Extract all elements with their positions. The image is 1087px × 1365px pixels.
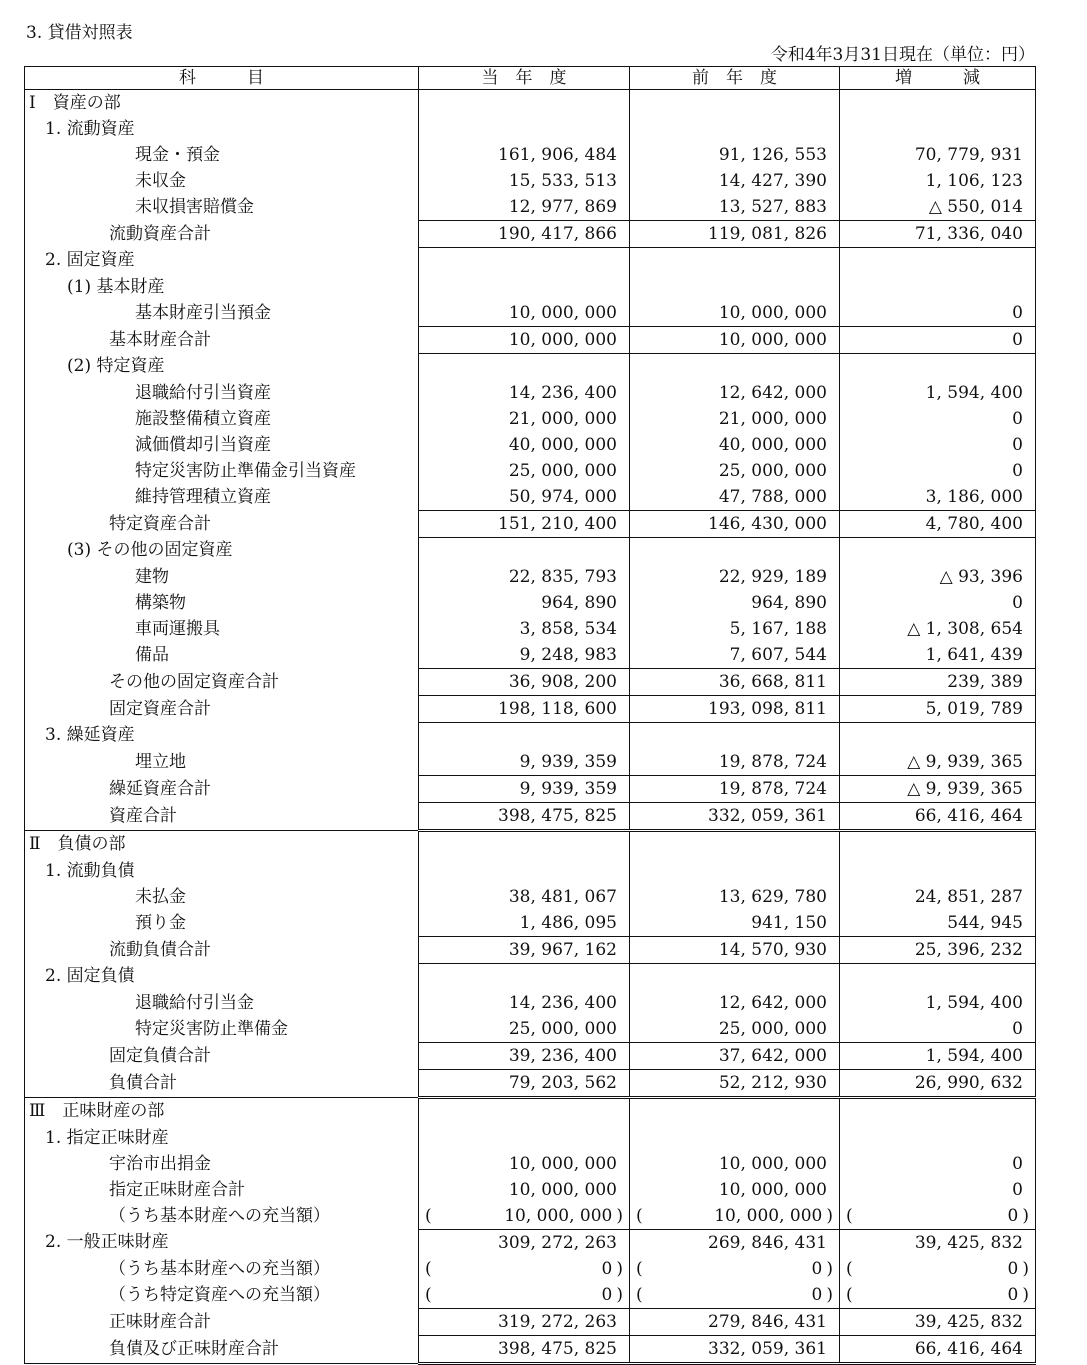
table-row	[25, 1203, 1036, 1230]
balance-sheet-body	[25, 90, 1036, 1364]
row-subject: 流動資産合計	[25, 221, 419, 248]
row-subject: 2. 固定負債	[25, 964, 419, 991]
row-subject: 固定資産合計	[25, 696, 419, 723]
close-paren: )	[1022, 1205, 1029, 1226]
row-current-value: 39, 967, 162	[419, 937, 630, 964]
close-paren: )	[1022, 1284, 1029, 1305]
row-previous-value: 47, 788, 000	[630, 484, 840, 511]
table-row	[25, 937, 1036, 964]
row-change-value	[840, 538, 1036, 565]
row-change-value	[840, 1125, 1036, 1151]
row-change-value: 39, 425, 832	[840, 1309, 1036, 1336]
table-row	[25, 964, 1036, 991]
close-paren: )	[1022, 1258, 1029, 1279]
table-row	[25, 590, 1036, 616]
row-current-value: 21, 000, 000	[419, 406, 630, 432]
row-change-value: 1, 594, 400	[840, 1043, 1036, 1070]
table-row	[25, 274, 1036, 300]
row-previous-value: 13, 527, 883	[630, 194, 840, 221]
row-change-value: 66, 416, 464	[840, 803, 1036, 831]
table-row	[25, 432, 1036, 458]
row-previous-value: 14, 427, 390	[630, 168, 840, 194]
row-subject: 構築物	[25, 590, 419, 616]
row-change-value: 71, 336, 040	[840, 221, 1036, 248]
row-subject: 未払金	[25, 884, 419, 910]
row-subject: 埋立地	[25, 749, 419, 776]
table-row	[25, 1125, 1036, 1151]
row-subject: (2) 特定資産	[25, 354, 419, 381]
row-change-value: 0	[840, 1177, 1036, 1203]
row-subject: 3. 繰延資産	[25, 723, 419, 750]
open-paren: (	[425, 1258, 432, 1279]
row-previous-value	[630, 90, 840, 117]
row-previous-value: 37, 642, 000	[630, 1043, 840, 1070]
row-subject: 建物	[25, 564, 419, 590]
row-subject: 備品	[25, 642, 419, 669]
open-paren: (	[425, 1284, 432, 1305]
row-change-value: 3, 186, 000	[840, 484, 1036, 511]
row-current-value: 25, 000, 000	[419, 458, 630, 484]
row-current-value: 79, 203, 562	[419, 1070, 630, 1098]
table-row	[25, 116, 1036, 142]
row-change-value: 0	[840, 458, 1036, 484]
table-row	[25, 1151, 1036, 1177]
table-row	[25, 642, 1036, 669]
row-subject: 正味財産合計	[25, 1309, 419, 1336]
table-row	[25, 831, 1036, 859]
row-current-value	[419, 1282, 630, 1309]
row-subject: 基本財産引当預金	[25, 300, 419, 327]
row-previous-value: 10, 000, 000	[630, 327, 840, 354]
row-current-value	[419, 274, 630, 300]
table-row	[25, 300, 1036, 327]
row-current-value: 22, 835, 793	[419, 564, 630, 590]
row-current-value	[419, 90, 630, 117]
row-change-value	[840, 1282, 1036, 1309]
row-current-value: 14, 236, 400	[419, 380, 630, 406]
table-row	[25, 803, 1036, 831]
row-previous-value: 10, 000, 000	[630, 1177, 840, 1203]
row-previous-value: 21, 000, 000	[630, 406, 840, 432]
row-previous-value: 91, 126, 553	[630, 142, 840, 168]
close-paren: )	[616, 1284, 623, 1305]
paren-value: 0	[601, 1258, 613, 1279]
row-subject: 特定災害防止準備金引当資産	[25, 458, 419, 484]
row-subject: 宇治市出捐金	[25, 1151, 419, 1177]
row-previous-value	[630, 831, 840, 859]
paren-value: 10, 000, 000	[504, 1205, 613, 1226]
row-change-value: 0	[840, 327, 1036, 354]
row-subject: Ⅲ 正味財産の部	[25, 1098, 419, 1126]
row-subject: その他の固定資産合計	[25, 669, 419, 696]
row-change-value: 1, 641, 439	[840, 642, 1036, 669]
close-paren: )	[616, 1258, 623, 1279]
row-subject: (1) 基本財産	[25, 274, 419, 300]
row-previous-value	[630, 354, 840, 381]
row-current-value: 319, 272, 263	[419, 1309, 630, 1336]
row-change-value: 0	[840, 590, 1036, 616]
row-change-value	[840, 274, 1036, 300]
row-subject: (3) その他の固定資産	[25, 538, 419, 565]
row-current-value: 10, 000, 000	[419, 300, 630, 327]
table-row	[25, 221, 1036, 248]
row-previous-value: 7, 607, 544	[630, 642, 840, 669]
row-change-value: 26, 990, 632	[840, 1070, 1036, 1098]
table-row	[25, 406, 1036, 432]
table-row	[25, 669, 1036, 696]
row-current-value: 12, 977, 869	[419, 194, 630, 221]
row-previous-value: 10, 000, 000	[630, 300, 840, 327]
row-current-value	[419, 1256, 630, 1282]
row-change-value: 0	[840, 406, 1036, 432]
row-subject: 未収損害賠償金	[25, 194, 419, 221]
table-row	[25, 511, 1036, 538]
row-subject: 負債合計	[25, 1070, 419, 1098]
header-previous-year: 前 年 度	[630, 67, 840, 90]
table-row	[25, 1043, 1036, 1070]
row-previous-value: 25, 000, 000	[630, 458, 840, 484]
row-previous-value: 193, 098, 811	[630, 696, 840, 723]
table-row	[25, 248, 1036, 275]
row-change-value	[840, 964, 1036, 991]
table-row	[25, 1309, 1036, 1336]
row-previous-value	[630, 858, 840, 884]
row-current-value	[419, 1098, 630, 1126]
row-current-value: 964, 890	[419, 590, 630, 616]
row-change-value: 4, 780, 400	[840, 511, 1036, 538]
row-change-value: △ 1, 308, 654	[840, 616, 1036, 642]
close-paren: )	[826, 1205, 833, 1226]
row-current-value: 151, 210, 400	[419, 511, 630, 538]
row-change-value: 0	[840, 1016, 1036, 1043]
open-paren: (	[636, 1205, 643, 1226]
row-current-value: 398, 475, 825	[419, 803, 630, 831]
row-previous-value: 52, 212, 930	[630, 1070, 840, 1098]
row-current-value	[419, 831, 630, 859]
row-change-value	[840, 1098, 1036, 1126]
row-change-value: △ 9, 939, 365	[840, 749, 1036, 776]
open-paren: (	[425, 1205, 432, 1226]
table-row	[25, 564, 1036, 590]
row-subject: 車両運搬具	[25, 616, 419, 642]
row-change-value: △ 9, 939, 365	[840, 776, 1036, 803]
row-change-value	[840, 723, 1036, 750]
row-previous-value: 22, 929, 189	[630, 564, 840, 590]
row-subject: （うち基本財産への充当額）	[25, 1256, 419, 1282]
table-row	[25, 1336, 1036, 1364]
row-previous-value: 19, 878, 724	[630, 776, 840, 803]
row-previous-value: 13, 629, 780	[630, 884, 840, 910]
paren-value: 0	[1007, 1205, 1019, 1226]
row-current-value	[419, 964, 630, 991]
row-current-value: 9, 939, 359	[419, 776, 630, 803]
row-subject: 資産合計	[25, 803, 419, 831]
paren-value: 0	[1007, 1284, 1019, 1305]
row-subject: Ⅱ 負債の部	[25, 831, 419, 859]
row-subject: 2. 固定資産	[25, 248, 419, 275]
table-row	[25, 142, 1036, 168]
table-row	[25, 168, 1036, 194]
table-row	[25, 90, 1036, 117]
row-change-value	[840, 1256, 1036, 1282]
open-paren: (	[846, 1258, 853, 1279]
balance-sheet-table	[24, 66, 1036, 1365]
row-current-value: 10, 000, 000	[419, 327, 630, 354]
row-current-value: 10, 000, 000	[419, 1151, 630, 1177]
row-current-value	[419, 248, 630, 275]
open-paren: (	[846, 1284, 853, 1305]
header-subject: 科 目	[25, 67, 419, 90]
table-row	[25, 1016, 1036, 1043]
row-current-value: 9, 248, 983	[419, 642, 630, 669]
row-previous-value	[630, 723, 840, 750]
row-subject: 1. 流動資産	[25, 116, 419, 142]
row-change-value: 5, 019, 789	[840, 696, 1036, 723]
row-current-value	[419, 354, 630, 381]
row-subject: 基本財産合計	[25, 327, 419, 354]
row-subject: 2. 一般正味財産	[25, 1230, 419, 1257]
table-row	[25, 458, 1036, 484]
row-previous-value: 12, 642, 000	[630, 380, 840, 406]
row-subject: 負債及び正味財産合計	[25, 1336, 419, 1364]
row-current-value: 15, 533, 513	[419, 168, 630, 194]
row-change-value: 39, 425, 832	[840, 1230, 1036, 1257]
row-subject: 特定災害防止準備金	[25, 1016, 419, 1043]
table-row	[25, 776, 1036, 803]
row-current-value: 39, 236, 400	[419, 1043, 630, 1070]
row-previous-value: 269, 846, 431	[630, 1230, 840, 1257]
table-row	[25, 1070, 1036, 1098]
row-change-value: △ 550, 014	[840, 194, 1036, 221]
row-subject: 減価償却引当資産	[25, 432, 419, 458]
row-previous-value	[630, 964, 840, 991]
table-row	[25, 1256, 1036, 1282]
row-current-value: 10, 000, 000	[419, 1177, 630, 1203]
row-change-value: 1, 594, 400	[840, 990, 1036, 1016]
row-current-value	[419, 723, 630, 750]
row-change-value	[840, 858, 1036, 884]
open-paren: (	[846, 1205, 853, 1226]
row-current-value: 14, 236, 400	[419, 990, 630, 1016]
table-row	[25, 1098, 1036, 1126]
row-current-value	[419, 538, 630, 565]
row-current-value: 1, 486, 095	[419, 910, 630, 937]
row-subject: 1. 流動負債	[25, 858, 419, 884]
close-paren: )	[616, 1205, 623, 1226]
table-row	[25, 723, 1036, 750]
row-change-value: 544, 945	[840, 910, 1036, 937]
row-change-value	[840, 90, 1036, 117]
as-of-date-unit: 令和4年3月31日現在（単位：円）	[770, 45, 1035, 65]
row-current-value: 3, 858, 534	[419, 616, 630, 642]
row-current-value: 161, 906, 484	[419, 142, 630, 168]
row-subject: 指定正味財産合計	[25, 1177, 419, 1203]
row-subject: 繰延資産合計	[25, 776, 419, 803]
paren-value: 0	[811, 1284, 823, 1305]
row-previous-value: 25, 000, 000	[630, 1016, 840, 1043]
row-previous-value: 146, 430, 000	[630, 511, 840, 538]
open-paren: (	[636, 1284, 643, 1305]
row-previous-value	[630, 538, 840, 565]
header-current-year: 当 年 度	[419, 67, 630, 90]
row-previous-value	[630, 1125, 840, 1151]
row-previous-value: 10, 000, 000	[630, 1151, 840, 1177]
row-subject: 1. 指定正味財産	[25, 1125, 419, 1151]
row-current-value: 38, 481, 067	[419, 884, 630, 910]
table-row	[25, 910, 1036, 937]
row-change-value: 1, 594, 400	[840, 380, 1036, 406]
row-previous-value: 5, 167, 188	[630, 616, 840, 642]
row-change-value: 0	[840, 1151, 1036, 1177]
row-subject: 流動負債合計	[25, 937, 419, 964]
row-change-value: 25, 396, 232	[840, 937, 1036, 964]
row-current-value: 50, 974, 000	[419, 484, 630, 511]
row-current-value	[419, 1203, 630, 1230]
row-subject: 施設整備積立資産	[25, 406, 419, 432]
row-subject: 退職給付引当金	[25, 990, 419, 1016]
row-subject: 固定負債合計	[25, 1043, 419, 1070]
row-current-value: 25, 000, 000	[419, 1016, 630, 1043]
table-row	[25, 884, 1036, 910]
header-change: 増 減	[840, 67, 1036, 90]
row-current-value: 398, 475, 825	[419, 1336, 630, 1364]
table-row	[25, 696, 1036, 723]
row-previous-value: 14, 570, 930	[630, 937, 840, 964]
row-current-value: 40, 000, 000	[419, 432, 630, 458]
row-subject: Ⅰ 資産の部	[25, 90, 419, 117]
row-subject: 現金・預金	[25, 142, 419, 168]
document-title: 3. 貸借対照表	[26, 23, 133, 43]
paren-value: 0	[1007, 1258, 1019, 1279]
close-paren: )	[826, 1284, 833, 1305]
row-previous-value: 119, 081, 826	[630, 221, 840, 248]
table-row	[25, 380, 1036, 406]
row-previous-value: 40, 000, 000	[630, 432, 840, 458]
row-previous-value	[630, 1282, 840, 1309]
row-previous-value	[630, 1203, 840, 1230]
paren-value: 0	[601, 1284, 613, 1305]
row-previous-value	[630, 1256, 840, 1282]
row-change-value	[840, 1203, 1036, 1230]
row-subject: （うち基本財産への充当額）	[25, 1203, 419, 1230]
row-change-value: 1, 106, 123	[840, 168, 1036, 194]
row-previous-value	[630, 1098, 840, 1126]
row-previous-value: 12, 642, 000	[630, 990, 840, 1016]
row-previous-value	[630, 248, 840, 275]
table-row	[25, 538, 1036, 565]
row-change-value: 239, 389	[840, 669, 1036, 696]
table-row	[25, 484, 1036, 511]
row-previous-value: 332, 059, 361	[630, 1336, 840, 1364]
row-change-value	[840, 116, 1036, 142]
row-subject: 未収金	[25, 168, 419, 194]
row-current-value	[419, 858, 630, 884]
row-change-value: 24, 851, 287	[840, 884, 1036, 910]
table-row	[25, 1230, 1036, 1257]
row-current-value: 309, 272, 263	[419, 1230, 630, 1257]
row-previous-value: 19, 878, 724	[630, 749, 840, 776]
row-current-value	[419, 116, 630, 142]
row-change-value: 70, 779, 931	[840, 142, 1036, 168]
row-previous-value	[630, 116, 840, 142]
row-previous-value: 941, 150	[630, 910, 840, 937]
header-row	[25, 67, 1036, 90]
table-row	[25, 858, 1036, 884]
paren-value: 0	[811, 1258, 823, 1279]
row-subject: 預り金	[25, 910, 419, 937]
table-row	[25, 194, 1036, 221]
row-subject: 特定資産合計	[25, 511, 419, 538]
table-row	[25, 616, 1036, 642]
row-current-value: 9, 939, 359	[419, 749, 630, 776]
table-row	[25, 749, 1036, 776]
row-change-value: △ 93, 396	[840, 564, 1036, 590]
row-previous-value: 964, 890	[630, 590, 840, 616]
row-previous-value: 36, 668, 811	[630, 669, 840, 696]
row-current-value: 36, 908, 200	[419, 669, 630, 696]
table-row	[25, 327, 1036, 354]
row-subject: 退職給付引当資産	[25, 380, 419, 406]
row-subject: 維持管理積立資産	[25, 484, 419, 511]
row-change-value: 0	[840, 300, 1036, 327]
table-row	[25, 990, 1036, 1016]
row-subject: （うち特定資産への充当額）	[25, 1282, 419, 1309]
row-change-value	[840, 831, 1036, 859]
row-current-value: 198, 118, 600	[419, 696, 630, 723]
row-change-value	[840, 354, 1036, 381]
row-current-value: 190, 417, 866	[419, 221, 630, 248]
row-change-value: 0	[840, 432, 1036, 458]
row-previous-value	[630, 274, 840, 300]
row-change-value	[840, 248, 1036, 275]
close-paren: )	[826, 1258, 833, 1279]
row-previous-value: 332, 059, 361	[630, 803, 840, 831]
paren-value: 10, 000, 000	[714, 1205, 823, 1226]
row-current-value	[419, 1125, 630, 1151]
table-row	[25, 354, 1036, 381]
row-change-value: 66, 416, 464	[840, 1336, 1036, 1364]
row-previous-value: 279, 846, 431	[630, 1309, 840, 1336]
table-row	[25, 1282, 1036, 1309]
open-paren: (	[636, 1258, 643, 1279]
table-row	[25, 1177, 1036, 1203]
